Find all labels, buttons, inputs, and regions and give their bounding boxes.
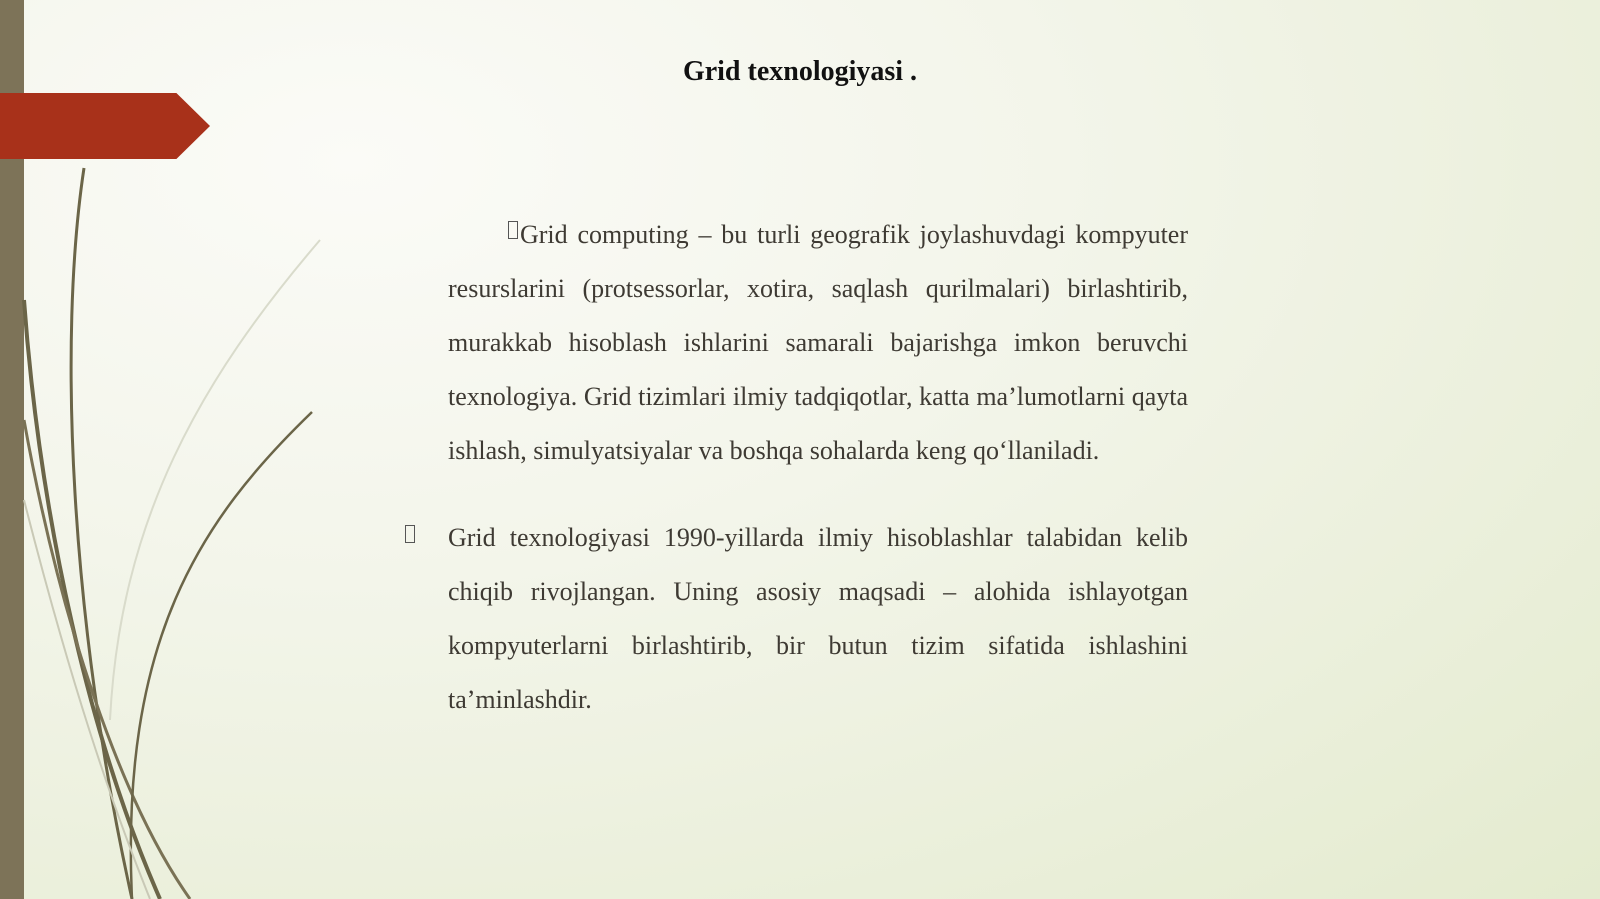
paragraph-2-text: Grid texnologiyasi 1990-yillarda ilmiy hisoblashlar talabidan kelib chiqib rivojlangan. Uning asosiy maqsadi – alohida ishlayotgan kompyuterlarni birlashtirib, bir butun tizim sifatida ishlashini ta’minlashdir.: [448, 523, 1188, 714]
red-accent-tab: [0, 93, 210, 159]
slide-title: Grid texnologiyasi .: [682, 56, 918, 87]
paragraph-1-text: Grid computing – bu turli geografik joylashuvdagi kompyuter resurslarini (protsessorlar, xotira, saqlash qurilmalari) birlashtirib, murakkab hisoblash ishlarini samarali bajarishga imkon beruvchi texnologiya. Grid tizimlari ilmiy tadqiqotlar, katta ma’lumotlarni qayta ishlash, simulyatsiyalar va boshqa sohalarda keng qo‘llaniladi.: [448, 220, 1188, 465]
paragraph-2: [448, 511, 1188, 727]
missing-glyph-box-icon: [508, 221, 518, 239]
slide-body: [448, 208, 1188, 727]
paragraph-1: [448, 208, 1188, 478]
missing-glyph-box-icon: [405, 525, 415, 543]
